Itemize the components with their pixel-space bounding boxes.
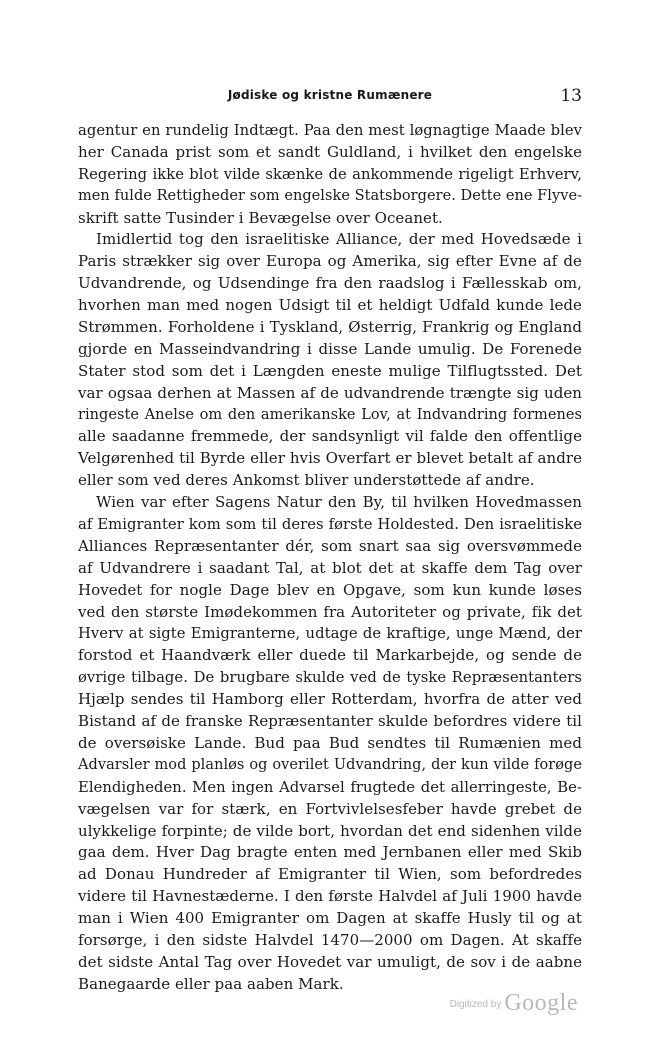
- text-line: alle saadanne fremmede, der sandsynligt vil falde den offentlige: [78, 427, 582, 446]
- page-number: 13: [560, 86, 582, 106]
- text-line: forsørge, i den sidste Halvdel 1470—2000 om Dagen. At skaffe: [78, 930, 582, 949]
- body-text: [78, 120, 582, 996]
- google-logo: Google: [504, 990, 578, 1016]
- text-line: men fulde Rettigheder som engelske Statsborgere. Dette ene Flyve-: [78, 187, 583, 204]
- text-line: Advarsler mod planløs og overilet Udvandring, der kun vilde forøge: [78, 756, 582, 773]
- text-line: var ogsaa derhen at Massen af de udvandrende trængte sig uden: [78, 383, 582, 402]
- watermark-prefix: Digitized by: [449, 999, 502, 1010]
- text-line: Velgørenhed til Byrde eller hvis Overfart er blevet betalt af andre: [78, 449, 582, 468]
- text-line: de oversøiske Lande. Bud paa Bud sendtes til Rumænien med: [78, 733, 582, 752]
- text-line: af Udvandrere i saadant Tal, at blot det at skaffe dem Tag over: [78, 558, 582, 577]
- text-line: Bistand af de franske Repræsentanter skulde befordres videre til: [78, 712, 582, 731]
- text-line: eller som ved deres Ankomst bliver understøttede af andre.: [78, 471, 535, 490]
- text-line: her Canada prist som et sandt Guldland, i hvilket den engelske: [78, 142, 582, 161]
- text-line: Paris strækker sig over Europa og Amerika, sig efter Evne af de: [78, 252, 582, 271]
- text-line: Hjælp sendes til Hamborg eller Rotterdam, hvorfra de atter ved: [78, 690, 582, 709]
- text-line: Alliances Repræsentanter dér, som snart saa sig oversvømmede: [78, 536, 582, 555]
- text-line: gaa dem. Hver Dag bragte enten med Jernbanen eller med Skib: [78, 843, 582, 862]
- text-line: hvorhen man med nogen Udsigt til et heldigt Udfald kunde lede: [78, 296, 582, 315]
- digitized-watermark: [450, 990, 578, 1017]
- text-line: agentur en rundelig Indtægt. Paa den mest løgnagtige Maade blev: [78, 122, 582, 139]
- text-line: vægelsen var for stærk, en Fortvivlelsesfeber havde grebet de: [78, 799, 582, 818]
- text-line: gjorde en Masseindvandring i disse Lande umulig. De Forenede: [78, 339, 582, 358]
- text-line: Hovedet for nogle Dage blev en Opgave, som kun kunde løses: [78, 580, 582, 599]
- text-line: ved den største Imødekommen fra Autoriteter og private, fik det: [78, 602, 582, 621]
- text-line: Regering ikke blot vilde skænke de ankommende rigeligt Erhverv,: [78, 165, 582, 183]
- running-title: Jødiske og kristne Rumænere: [227, 88, 433, 102]
- text-line: skrift satte Tusinder i Bevægelse over Oceanet.: [78, 208, 443, 227]
- text-line: det sidste Antal Tag over Hovedet var umuligt, de sov i de aabne: [78, 952, 582, 971]
- text-line: Udvandrende, og Udsendinge fra den raadslog i Fællesskab om,: [78, 274, 582, 293]
- text-line: ad Donau Hundreder af Emigranter til Wien, som befordredes: [78, 865, 582, 884]
- text-line: Stater stod som det i Længden eneste mulige Tilflugtssted. Det: [78, 361, 582, 380]
- running-header: [78, 86, 582, 106]
- text-line: videre til Havnestæderne. I den første Halvdel af Juli 1900 havde: [78, 887, 582, 906]
- text-line: af Emigranter kom som til deres første Holdested. Den israelitiske: [78, 516, 582, 534]
- text-line: ulykkelige forpinte; de vilde bort, hvordan det end sidenhen vilde: [78, 821, 582, 840]
- text-line: øvrige tilbage. De brugbare skulde ved de tyske Repræsentanters: [78, 669, 582, 687]
- text-line: Imidlertid tog den israelitiske Alliance, der med Hovedsæde i: [96, 230, 582, 249]
- text-line: Banegaarde eller paa aaben Mark.: [78, 974, 344, 993]
- text-line: Hverv at sigte Emigranterne, udtage de kraftige, unge Mænd, der: [78, 625, 582, 643]
- text-line: ringeste Anelse om den amerikanske Lov, at Indvandring formenes: [78, 406, 582, 423]
- text-line: forstod et Haandværk eller duede til Markarbejde, og sende de: [78, 646, 582, 665]
- text-line: Wien var efter Sagens Natur den By, til hvilken Hovedmassen: [96, 493, 582, 512]
- text-line: Strømmen. Forholdene i Tyskland, Østerrig, Frankrig og England: [78, 318, 582, 337]
- text-line: man i Wien 400 Emigranter om Dagen at skaffe Husly til og at: [78, 909, 582, 928]
- text-line: Elendigheden. Men ingen Advarsel frugtede det allerringeste, Be-: [78, 778, 582, 796]
